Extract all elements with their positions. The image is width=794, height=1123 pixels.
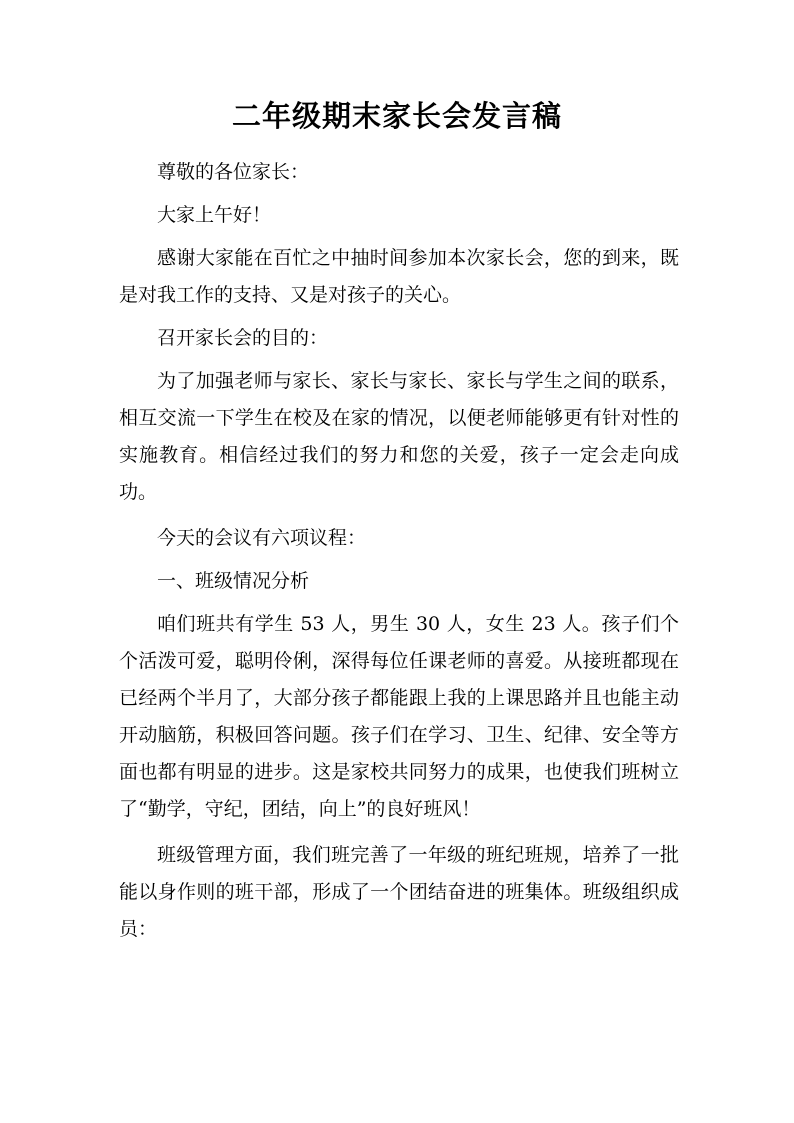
salutation-paragraph: 大家上午好！: [157, 204, 272, 226]
class-overview-paragraph: 咱们班共有学生 53 人，男生 30 人，女生 23 人。孩子们个个活泼可爱，聪明伶俐，深得每位任课老师的喜爱。从接班都现在已经两个半月了，大部分孩子都能跟上我的上课思路并且也能主动开动脑筋，积极回答问题。孩子们在学习、卫生、纪律、安全等方面也都有明显的进步。这是家校共同努力的成果，也使我们班树立了“勤学，守纪，团结，向上”的良好班风！: [119, 613, 679, 820]
section-one-heading: 一、班级情况分析: [157, 570, 310, 592]
purpose-heading: 召开家长会的目的：: [157, 327, 329, 349]
thanks-paragraph: 感谢大家能在百忙之中抽时间参加本次家长会，您的到来，既是对我工作的支持、又是对孩子的关心。: [119, 247, 679, 306]
document-body: [119, 154, 679, 954]
greeting-paragraph: 尊敬的各位家长：: [157, 161, 310, 183]
agenda-heading: 今天的会议有六项议程：: [157, 527, 367, 549]
purpose-paragraph: 为了加强老师与家长、家长与家长、家长与学生之间的联系，相互交流一下学生在校及在家的情况，以便老师能够更有针对性的实施教育。相信经过我们的努力和您的关爱，孩子一定会走向成功。: [119, 370, 679, 503]
class-management-paragraph: 班级管理方面，我们班完善了一年级的班纪班规，培养了一批能以身作则的班干部，形成了一个团结奋进的班集体。班级组织成员：: [119, 844, 679, 940]
document-title: 二年级期末家长会发言稿: [231, 99, 562, 133]
